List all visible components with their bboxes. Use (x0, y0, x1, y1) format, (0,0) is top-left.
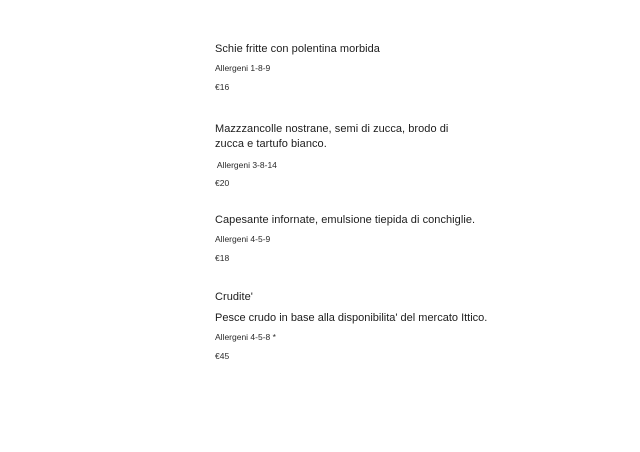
dish-price: €20 (215, 178, 230, 188)
dish-allergens: Allergeni 1-8-9 (215, 63, 271, 73)
dish-name: Crudite' (215, 291, 253, 303)
dish-name: Capesante infornate, emulsione tiepida di conchiglie. (215, 214, 476, 226)
dish-allergens: Allergeni 3-8-14 (215, 160, 277, 170)
dish-description: Pesce crudo in base alla disponibilita' del mercato Ittico. (215, 312, 488, 324)
dish-name: Schie fritte con polentina morbida (215, 43, 380, 55)
dish-allergens: Allergeni 4-5-9 (215, 234, 271, 244)
dish-price: €18 (215, 253, 230, 263)
dish-price: €16 (215, 82, 230, 92)
dish-price: €45 (215, 351, 230, 361)
dish-allergens: Allergeni 4-5-8 * (215, 332, 276, 342)
dish-name: Mazzzancolle nostrane, semi di zucca, brodo di zucca e tartufo bianco. (215, 123, 449, 150)
